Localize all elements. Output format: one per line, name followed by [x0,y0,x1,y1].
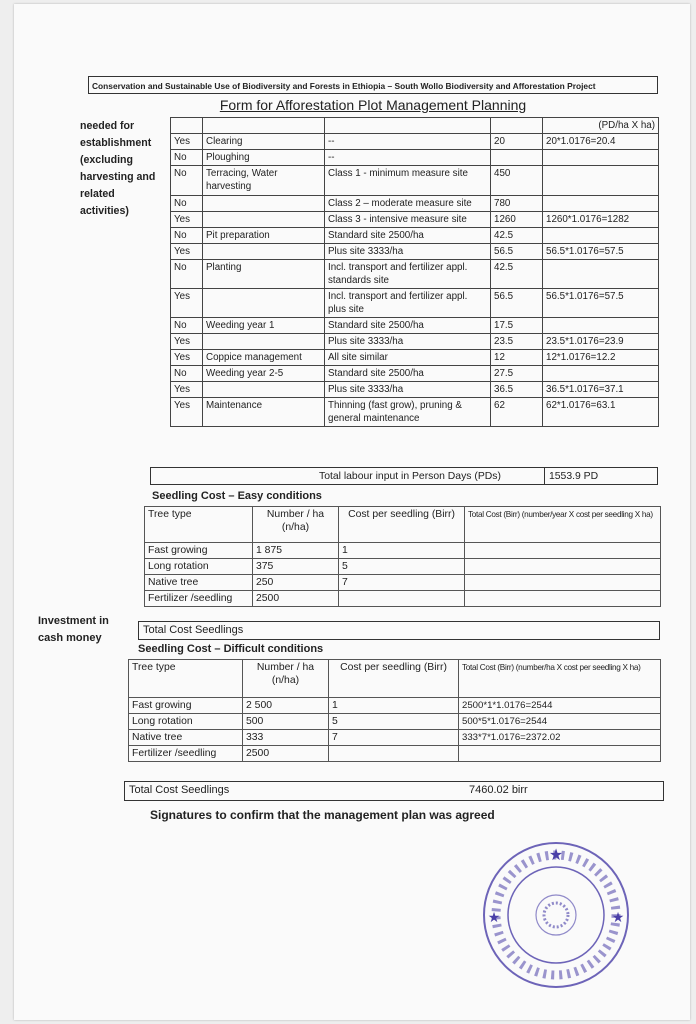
table-cell: 333 [243,730,329,746]
table-cell: 56.5*1.0176=57.5 [543,289,659,318]
table-cell: Fast growing [129,698,243,714]
table-cell: 36.5*1.0176=37.1 [543,382,659,398]
table-cell [543,150,659,166]
table-cell: 56.5 [491,289,543,318]
table-cell: Plus site 3333/ha [325,334,491,350]
table-cell: 2500 [243,746,329,762]
table-cell: 27.5 [491,366,543,382]
table-cell: Fertilizer /seedling [129,746,243,762]
table-cell: 7 [329,730,459,746]
table-cell: 780 [491,196,543,212]
table-cell [543,166,659,196]
table-cell: No [171,228,203,244]
table-row [171,244,659,260]
table-cell: Maintenance [203,398,325,427]
table-cell [465,559,661,575]
table-cell: Number / ha (n/ha) [253,507,339,543]
table-header-row [129,660,661,698]
table-cell [543,196,659,212]
table-cell: Thinning (fast grow), pruning & general maintenance [325,398,491,427]
table-cell: Class 1 - minimum measure site [325,166,491,196]
table-row [145,575,661,591]
table-cell: 1 875 [253,543,339,559]
table-row [171,334,659,350]
table-cell: No [171,260,203,289]
table-cell: 7 [339,575,465,591]
table-cell [203,334,325,350]
svg-text:★: ★ [611,909,625,925]
table-cell: Long rotation [145,559,253,575]
table-cell [465,575,661,591]
table-cell: -- [325,150,491,166]
table-cell: 375 [253,559,339,575]
table-cell: Ploughing [203,150,325,166]
table-row [171,366,659,382]
table-cell [325,118,491,134]
table-cell: Plus site 3333/ha [325,244,491,260]
table-cell: No [171,150,203,166]
table-cell: Yes [171,350,203,366]
table-cell: 42.5 [491,260,543,289]
table-cell: Standard site 2500/ha [325,228,491,244]
difficult-total-row [124,781,664,801]
table-cell: 17.5 [491,318,543,334]
table-cell: Native tree [129,730,243,746]
table-row [171,134,659,150]
table-row [129,714,661,730]
table-cell: Number / ha (n/ha) [243,660,329,698]
table-cell: 500 [243,714,329,730]
table-cell: Terracing, Water harvesting [203,166,325,196]
difficult-cost-table [128,659,661,762]
table-cell: 23.5 [491,334,543,350]
table-cell: 12*1.0176=12.2 [543,350,659,366]
table-row [129,730,661,746]
difficult-total-label: Total Cost Seedlings [129,784,230,796]
table-cell: Yes [171,398,203,427]
table-cell: Yes [171,382,203,398]
table-cell: 56.5*1.0176=57.5 [543,244,659,260]
table-row [171,289,659,318]
table-cell [465,591,661,607]
table-cell [203,212,325,228]
easy-cost-table [144,506,661,607]
difficult-section-title: Seedling Cost – Difficult conditions [138,643,324,655]
table-cell: Cost per seedling (Birr) [339,507,465,543]
table-row [145,543,661,559]
table-cell: Weeding year 1 [203,318,325,334]
table-cell [543,318,659,334]
table-cell: Yes [171,134,203,150]
table-cell: Class 3 - intensive measure site [325,212,491,228]
table-row [171,260,659,289]
table-cell: 333*7*1.0176=2372.02 [459,730,661,746]
table-cell: 20 [491,134,543,150]
table-cell [203,289,325,318]
table-cell: 20*1.0176=20.4 [543,134,659,150]
table-cell: 2500 [253,591,339,607]
table-row [171,228,659,244]
table-row [171,398,659,427]
table-cell: Clearing [203,134,325,150]
table-cell [203,118,325,134]
table-cell [543,228,659,244]
table-cell: 1 [339,543,465,559]
table-row [145,591,661,607]
table-cell: 56.5 [491,244,543,260]
table-cell: Yes [171,244,203,260]
table-cell: 42.5 [491,228,543,244]
table-cell: No [171,318,203,334]
table-cell: Total Cost (Birr) (number/ha X cost per seedling X ha) [459,660,661,698]
table-cell: Total Cost (Birr) (number/year X cost per seedling X ha) [465,507,661,543]
table-row [171,150,659,166]
table-header-row [145,507,661,543]
total-labour-value: 1553.9 PD [544,468,598,485]
table-cell: 500*5*1.0176=2544 [459,714,661,730]
table-cell: 450 [491,166,543,196]
table-cell: Tree type [129,660,243,698]
table-cell: All site similar [325,350,491,366]
table-cell: 5 [339,559,465,575]
table-row [145,559,661,575]
table-cell: Long rotation [129,714,243,730]
table-row [171,350,659,366]
table-cell [491,150,543,166]
official-stamp [476,830,636,1000]
table-cell: Incl. transport and fertilizer appl. plus site [325,289,491,318]
table-cell [543,260,659,289]
table-row [171,318,659,334]
table-cell [459,746,661,762]
table-cell: No [171,166,203,196]
table-cell: 5 [329,714,459,730]
table-cell: 1260 [491,212,543,228]
table-cell [465,543,661,559]
table-cell: 2500*1*1.0176=2544 [459,698,661,714]
table-cell [543,366,659,382]
table-cell: No [171,366,203,382]
table-cell: 2 500 [243,698,329,714]
table-row [171,166,659,196]
table-cell [203,244,325,260]
total-labour-row [150,467,658,485]
table-cell: 250 [253,575,339,591]
svg-text:★: ★ [487,909,501,925]
table-cell: Yes [171,289,203,318]
table-row [171,212,659,228]
labour-table [170,117,659,427]
table-cell: 12 [491,350,543,366]
easy-total-label: Total Cost Seedlings [143,624,244,636]
easy-section-title: Seedling Cost – Easy conditions [152,490,322,502]
table-cell: Coppice management [203,350,325,366]
table-cell: Yes [171,334,203,350]
table-cell: Planting [203,260,325,289]
table-cell: Pit preparation [203,228,325,244]
form-title: Form for Afforestation Plot Management Planning [219,97,527,113]
table-cell: 36.5 [491,382,543,398]
total-labour-label: Total labour input in Person Days (PDs) [319,471,501,482]
table-cell: Yes [171,212,203,228]
table-row [129,746,661,762]
table-cell [339,591,465,607]
table-cell: Native tree [145,575,253,591]
table-cell: Standard site 2500/ha [325,318,491,334]
table-cell: Class 2 – moderate measure site [325,196,491,212]
table-cell: 23.5*1.0176=23.9 [543,334,659,350]
table-cell: Fast growing [145,543,253,559]
table-cell: Incl. transport and fertilizer appl. standards site [325,260,491,289]
table-cell [491,118,543,134]
investment-label: Investment in cash money [38,615,109,644]
table-cell: 1 [329,698,459,714]
easy-total-row [138,621,660,640]
table-cell: Standard site 2500/ha [325,366,491,382]
table-row [129,698,661,714]
table-cell: 1260*1.0176=1282 [543,212,659,228]
table-cell: 62 [491,398,543,427]
table-cell: No [171,196,203,212]
table-cell: 62*1.0176=63.1 [543,398,659,427]
table-cell: Tree type [145,507,253,543]
svg-text:★: ★ [548,847,564,864]
table-cell: Weeding year 2-5 [203,366,325,382]
table-cell: Plus site 3333/ha [325,382,491,398]
table-cell [329,746,459,762]
project-header: Conservation and Sustainable Use of Biodiversity and Forests in Ethiopia – South Wollo Biodiversity and Afforestation Project [88,76,658,94]
table-cell [203,382,325,398]
calc-header: (PD/ha X ha) [543,118,659,134]
difficult-total-value: 7460.02 birr [469,784,528,796]
table-cell [171,118,203,134]
table-row [171,196,659,212]
establishment-label: needed for establishment (excluding harvesting and related activities) [80,120,156,217]
table-row [171,382,659,398]
table-row [171,118,659,134]
signature-line: Signatures to confirm that the management plan was agreed [150,808,495,822]
table-cell: Fertilizer /seedling [145,591,253,607]
table-cell [203,196,325,212]
table-cell: -- [325,134,491,150]
table-cell: Cost per seedling (Birr) [329,660,459,698]
